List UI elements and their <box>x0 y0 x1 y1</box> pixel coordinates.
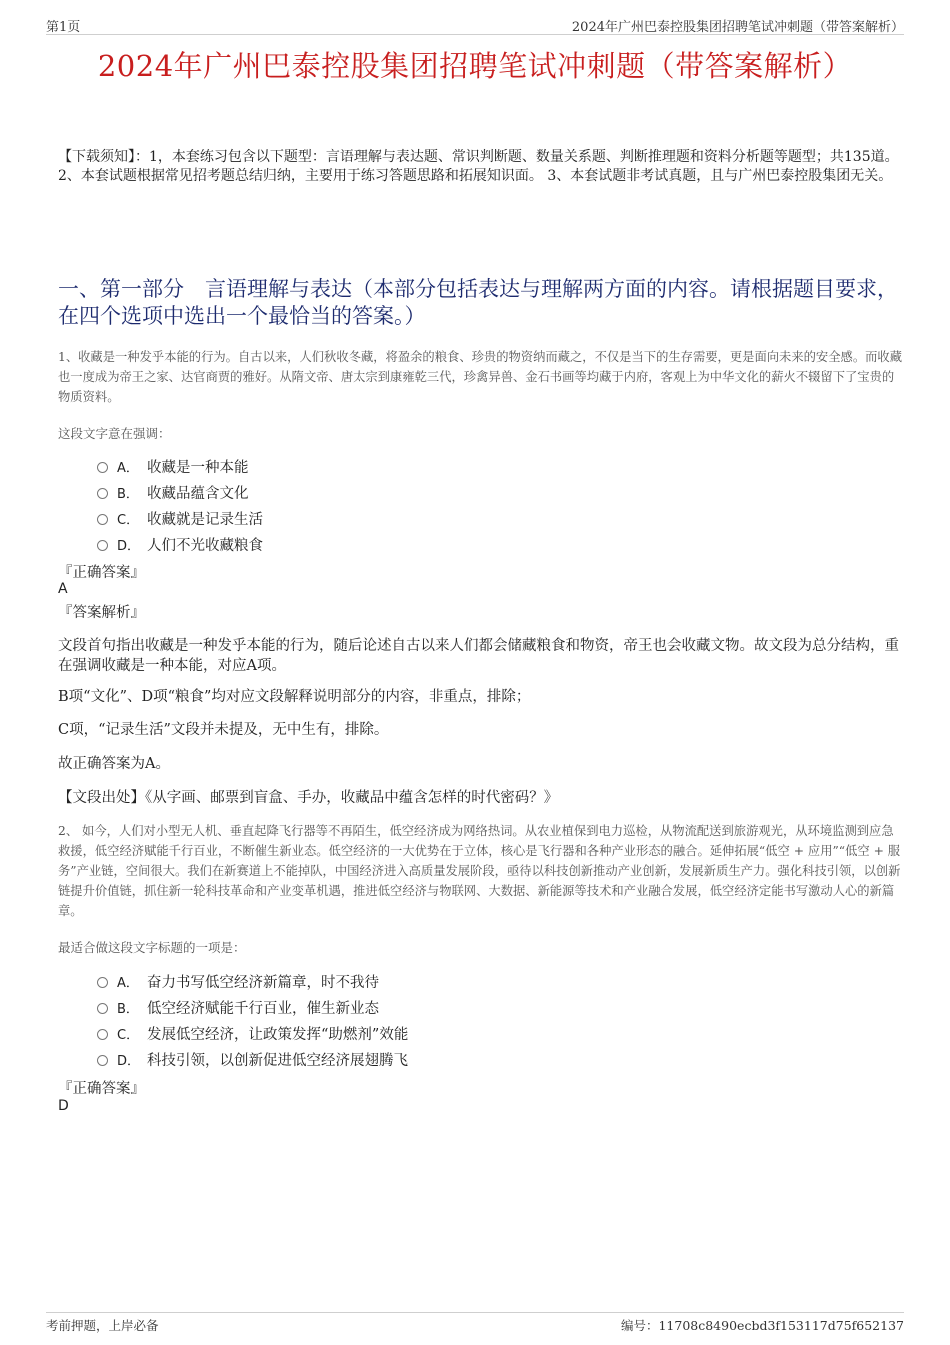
footer-serial: 编号：11708c8490ecbd3f153117d75f652137 <box>620 1318 904 1333</box>
option-letter: D． <box>117 539 141 554</box>
radio-icon[interactable] <box>97 1055 108 1066</box>
option-letter: A． <box>117 976 139 991</box>
question-1-answer: A <box>58 581 68 597</box>
question-2-answer-label: 『正确答案』 <box>58 1081 145 1097</box>
header-doc-title: 2024年广州巴泰控股集团招聘笔试冲刺题（带答案解析） <box>571 20 904 35</box>
question-1-text: 1、收藏是一种发乎本能的行为。自古以来，人们秋收冬藏，将盈余的粮食、珍贵的物资纳而藏之，不仅是当下的生存需要，更是面向未来的安全感。而收藏也一度成为帝王之家、达官商贾的雅好。从隋文帝、唐太宗到康雍乾三代，珍禽异兽、金石书画等均藏于内府，客观上为中华文化的薪火不辍留下了宝贵的物质资料。 <box>58 350 903 404</box>
radio-icon[interactable] <box>97 1003 108 1014</box>
option-letter: C． <box>117 1028 140 1043</box>
radio-icon[interactable] <box>97 488 108 499</box>
page-number: 第1页 <box>46 20 81 35</box>
option-letter: C． <box>117 513 140 528</box>
download-notice: 【下载须知】：1，本套练习包含以下题型：言语理解与表达题、常识判断题、数量关系题、判断推理题和资料分析题等题型；共135道。 2、本套试题根据常见招考题总结归纳，主要用于练习答题思路和拓展知识面。 3、本套试题非考试真题，且与广州巴泰控股集团无关。 <box>58 149 899 184</box>
option-letter: A． <box>117 461 139 476</box>
page-header <box>46 14 904 35</box>
radio-icon[interactable] <box>97 977 108 988</box>
option-letter: D． <box>117 1054 141 1069</box>
question-1-analysis-4: 故正确答案为A。 <box>58 756 170 772</box>
page-footer <box>46 1312 904 1335</box>
question-2-prompt: 最适合做这段文字标题的一项是： <box>58 940 246 955</box>
option-text: 发展低空经济，让政策发挥“助燃剂”效能 <box>147 1027 409 1043</box>
question-1-option-c[interactable] <box>97 508 263 528</box>
option-text: 低空经济赋能千行百业，催生新业态 <box>147 1001 379 1017</box>
footer-slogan: 考前押题，上岸必备 <box>46 1318 159 1333</box>
question-1-option-d[interactable] <box>97 534 263 554</box>
document-title: 2024年广州巴泰控股集团招聘笔试冲刺题（带答案解析） <box>97 49 853 83</box>
question-1-analysis-3: C项，“记录生活”文段并未提及，无中生有，排除。 <box>58 722 389 738</box>
question-2-answer: D <box>58 1098 69 1114</box>
question-2-option-a[interactable] <box>97 971 379 991</box>
question-1-analysis-2: B项“文化”、D项“粮食”均对应文段解释说明部分的内容，非重点，排除； <box>58 689 531 705</box>
question-2-option-c[interactable] <box>97 1023 408 1043</box>
question-1-option-a[interactable] <box>97 456 249 476</box>
radio-icon[interactable] <box>97 540 108 551</box>
section-title: 一、第一部分 言语理解与表达（本部分包括表达与理解两方面的内容。请根据题目要求，在四个选项中选出一个最恰当的答案。） <box>58 277 898 328</box>
question-2-text: 2、 如今，人们对小型无人机、垂直起降飞行器等不再陌生，低空经济成为网络热词。从农业植保到电力巡检，从物流配送到旅游观光，从环境监测到应急救援，低空经济赋能千行百业，不断催生新业态。低空经济的一大优势在于立体，核心是飞行器和各种产业形态的融合。延伸拓展“低空 + 应用”“低空 + 服务”产业链，空间很大。我们在新赛道上不能掉队，中国经济进入高质量发展阶段，亟待以科技创新推动产业创新，发展新质生产力。强化科技引领，以创新链提升价值链，抓住新一轮科技革命和产业变革机遇，推进低空经济与物联网、大数据、新能源等技术和产业融合发展，低空经济定能书写激动人心的新篇章。 <box>58 824 901 918</box>
option-text: 收藏品蕴含文化 <box>147 486 249 502</box>
radio-icon[interactable] <box>97 514 108 525</box>
option-text: 科技引领，以创新促进低空经济展翅腾飞 <box>147 1053 408 1069</box>
question-1-analysis-label: 『答案解析』 <box>58 605 145 621</box>
option-text: 收藏是一种本能 <box>147 460 249 476</box>
question-1-source: 【文段出处】《从字画、邮票到盲盒、手办，收藏品中蕴含怎样的时代密码？》 <box>58 790 559 806</box>
question-1-prompt: 这段文字意在强调： <box>58 426 171 441</box>
option-text: 收藏就是记录生活 <box>147 512 263 528</box>
option-text: 人们不光收藏粮食 <box>147 538 263 554</box>
radio-icon[interactable] <box>97 462 108 473</box>
option-letter: B． <box>117 487 139 502</box>
question-2-option-d[interactable] <box>97 1049 408 1069</box>
question-1-answer-label: 『正确答案』 <box>58 565 145 581</box>
question-1-analysis-1: 文段首句指出收藏是一种发乎本能的行为，随后论述自古以来人们都会储藏粮食和物资，帝王也会收藏文物。故文段为总分结构，重在强调收藏是一种本能，对应A项。 <box>58 638 899 674</box>
option-letter: B． <box>117 1002 139 1017</box>
question-2-option-b[interactable] <box>97 997 379 1017</box>
radio-icon[interactable] <box>97 1029 108 1040</box>
option-text: 奋力书写低空经济新篇章，时不我待 <box>147 975 379 991</box>
question-1-option-b[interactable] <box>97 482 249 502</box>
